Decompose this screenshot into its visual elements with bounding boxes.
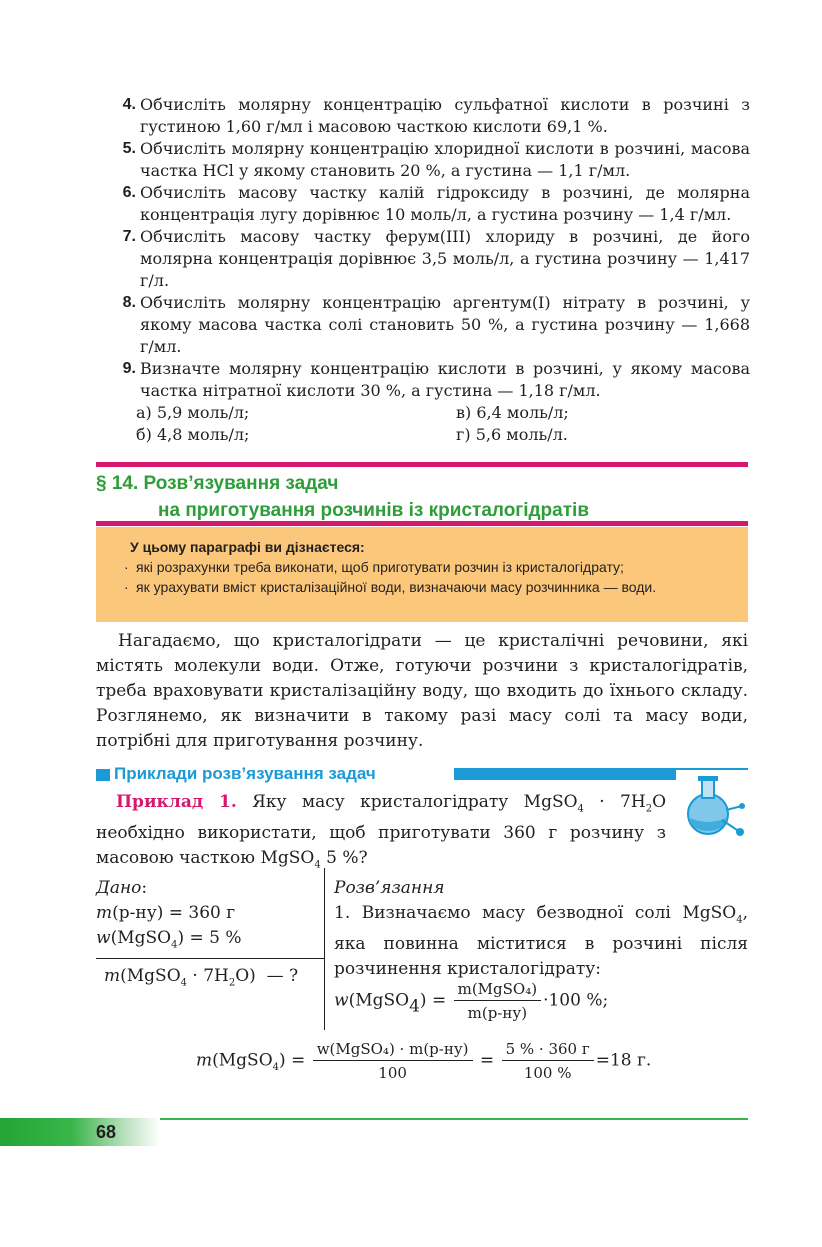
learning-goals-list bbox=[124, 557, 729, 597]
exercise-item: 8. Обчисліть молярну концентрацію аргентум(I) нітрату в розчині, у якому масова частка солі становить 50 %, а густина розчину — 1,668 г/мл. bbox=[122, 293, 750, 356]
exercise-item: 6. Обчисліть масову частку калій гідроксиду в розчині, де молярна концентрація лугу дорівнює 10 моль/л, а густина розчину — 1,4 г/мл. bbox=[122, 183, 750, 224]
list-item: · як урахувати вміст кристалізаційної води, визначаючи масу розчинника — води. bbox=[124, 577, 729, 597]
footer-line bbox=[160, 1118, 748, 1120]
footer-gradient bbox=[0, 1118, 160, 1146]
section-bottom-rule bbox=[96, 521, 748, 526]
answer-option: б) 4,8 моль/л; bbox=[136, 425, 250, 444]
given-divider bbox=[96, 958, 324, 959]
flask-icon bbox=[676, 770, 748, 842]
given-block: Дано: m(р-ну) = 360 г w(MgSO$_4$) = 5 % bbox=[96, 878, 242, 951]
formula-mass-fraction: w(MgSO4) = $\frac{\text{m(MgSO₄)}}{m(р-ну)}$ ·100 %; bbox=[334, 980, 609, 1022]
learning-goals-box: У цьому параграфі ви дізнаєтеся: · які розрахунки треба виконати, щоб приготувати розчин із кристалогідрату; · як урахувати вміст кристалізаційної води, визначаючи масу розчинника — води. bbox=[96, 527, 748, 622]
exercise-item: 9. Визначте молярну концентрацію кислоти в розчині, у якому масова частка нітратної кислоти 30 %, а густина — 1,18 г/мл. bbox=[122, 359, 750, 400]
page-number: 68 bbox=[96, 1122, 117, 1142]
banner-square-icon bbox=[96, 769, 110, 781]
section-title: § 14. Розв’язування задач на приготування розчинів із кристалогідратів bbox=[96, 473, 589, 521]
exercise-item: 7. Обчисліть масову частку ферум(III) хлориду в розчині, де його молярна концентрація дорівнює 3,5 моль/л, а густина розчину — 1,417 г/л. bbox=[122, 227, 750, 290]
exercise-list bbox=[110, 94, 750, 446]
formula-salt-mass: m(MgSO$_4$) = $\frac{\text{w(MgSO₄) · m(р-ну)}}{100}$ = $\frac{5 \% \cdot 360 г}{100 \%}$ =18 г. bbox=[196, 1040, 652, 1082]
exercise-item: 5. Обчисліть молярну концентрацію хлоридної кислоти в розчині, масова частка HCl у якому становить 20 %, а густина — 1,1 г/мл. bbox=[122, 139, 750, 180]
list-item: · які розрахунки треба виконати, щоб приготувати розчин із кристалогідрату; bbox=[124, 557, 729, 577]
table-divider bbox=[324, 868, 325, 1030]
answer-option: а) 5,9 моль/л; bbox=[136, 403, 250, 422]
answer-option: г) 5,6 моль/л. bbox=[456, 425, 568, 444]
solution-block: Розв’язання 1. Визначаємо масу безводної солі MgSO$_4$, яка повинна міститися в розчині після розчинення кристалогідрату: bbox=[334, 878, 748, 980]
intro-paragraph: Нагадаємо, що кристалогідрати — це кристалічні речовини, які містять молекули води. Отже, готуючи розчини з кристалогідратів, треба враховувати кристалізаційну воду, що входить до їхнього складу. Розглянемо, як визначити в такому разі масу солі та масу води, потрібні для приготування розчину. bbox=[96, 631, 748, 751]
find-block: m(MgSO$_4$ · $7H_2O$) — ? bbox=[104, 966, 299, 989]
example-question: Приклад 1. Яку масу кристалогідрату MgSO$_4$ · $7H_2O$ необхідно використати, щоб приготувати 360 г розчину з масовою часткою MgSO$_4$ 5 %? bbox=[96, 792, 667, 871]
exercise-item: 4. Обчисліть молярну концентрацію сульфатної кислоти в розчині з густиною 1,60 г/мл і масовою часткою кислоти 69,1 %. bbox=[122, 95, 750, 136]
answer-option: в) 6,4 моль/л; bbox=[456, 403, 569, 422]
section-top-rule bbox=[96, 462, 748, 467]
examples-banner: Приклади розв’язування задач bbox=[96, 764, 748, 784]
answer-options bbox=[136, 402, 750, 446]
